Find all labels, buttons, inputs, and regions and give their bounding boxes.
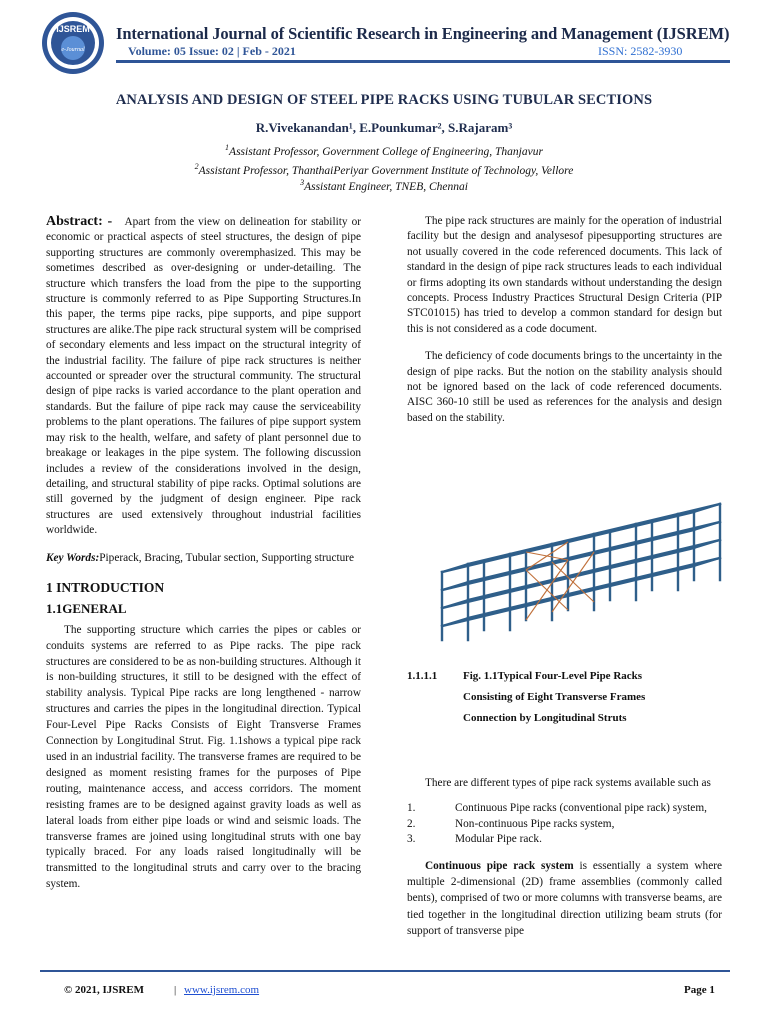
journal-title: International Journal of Scientific Research in Engineering and Management (IJSREM) — [116, 24, 730, 43]
list-item: 1. Continuous Pipe racks (conventional pipe rack) system, — [407, 802, 707, 815]
keywords — [46, 551, 361, 566]
pipe-rack-figure — [438, 490, 728, 650]
section-heading: 1 INTRODUCTION — [46, 579, 165, 595]
footer-copyright: © 2021, IJSREM — [64, 984, 145, 996]
figure-caption — [407, 666, 737, 729]
left-column — [46, 214, 361, 893]
keywords-text: Piperack, Bracing, Tubular section, Supporting structure — [99, 551, 355, 564]
keywords-label: Key Words: — [46, 551, 100, 564]
right-paragraph-3: There are different types of pipe rack systems available such as — [425, 777, 711, 789]
abstract-text: Apart from the view on delineation for stability or economic or practical aspects of steel structures, the design of pipe supporting structures are commonly overemphasized. This may be sometimes described as over-designing or under-detailing. The structure which transfers the load from the pipe to the supporting structure is commonly referred to as Pipe Supporting Structures.In this paper, the terms pipe racks, pipe supports, and pipe support structures are alike.The pipe rack structural system will be comprised of secondary elements and less impact on the structural integrity of the industrial facility. The failure of pipe rack structures is neither accounted or spreader over the structural community. The structural design of pipe racks is varied accordance to the plant operation and standards. But the failure of pipe rack may cause the serviceability problems to the plant operations. The failures of pipe support system may risk to the health, welfare, and safety of plant personnel due to breakage or leakages in the pipe system. The following discussion includes a review of the considerations involved in the design, detailing, and structural stability of pipe racks. Optimal solutions are still governed by the judgment of design engineer. Pipe rack structures are used extensively throughout industrial facilities worldwide. — [46, 216, 361, 537]
figure-caption-line-1: Fig. 1.1Typical Four-Level Pipe Racks — [463, 670, 643, 682]
right-paragraph-4: Continuous pipe rack system is essentially a system where multiple 2-dimensional (2D) frame assemblies (commonly called bents), comprised of two or more columns with transverse beams, are tied together in the longitudinal direction utilizing beam struts (for support of transverse pipe — [407, 859, 722, 937]
figure-caption-line-2: Consisting of Eight Transverse Frames — [463, 691, 646, 703]
right-paragraph-2: The deficiency of code documents brings to the uncertainty in the design of pipe racks. But the notion on the stability analysis should not be ignored based on the lack of code referenced documents. AISC 360-10 still be used as references for the analysis and design based on the stability. — [407, 350, 722, 424]
continuous-rack-term: Continuous pipe rack system — [425, 859, 574, 872]
journal-logo — [40, 10, 106, 76]
figure-number: 1.1.1.1 — [407, 670, 438, 682]
intro-paragraph: The supporting structure which carries the pipes or cables or conduits systems are referred to as Pipe racks. The pipe rack structures are considered to be as non-building structures. Although it is non-building structures, it still to be designed with the effect of stability analysis. Typical Pipe racks are long lengthened - narrow structures and carries the pipes in the longitudinal direction. Typical Four-Level Pipe Racks Consists of Eight Transverse Frames Connection by Longitudinal Strut. Fig. 1.1shows a typical pipe rack used in an industrial facility. The transverse frames are required to be designed as moment resisting frames for the purposes of Pipe routing, maintenance access, and access corridors. The moment resisting frames are to be designed against gravity loads as well as lateral loads from either pipe loads or wind and seismic loads. The transverse frames are joined using longitudinal struts with one bay typically braced. For any loads raised longitudinally will be transmitted to the longitudinal struts and carry over to the bracing system. — [46, 623, 361, 891]
affiliation-3: $^3$Assistant Engineer, TNEB, Chennai — [300, 178, 468, 193]
footer-rule — [40, 970, 730, 972]
abstract — [46, 214, 361, 539]
right-column-lower — [407, 776, 722, 939]
affiliation-1: $^1$Assistant Professor, Government College of Engineering, Thanjavur — [225, 143, 543, 158]
paper-title: ANALYSIS AND DESIGN OF STEEL PIPE RACKS USING TUBULAR SECTIONS — [115, 92, 653, 108]
right-column — [407, 214, 722, 426]
subsection-heading: 1.1GENERAL — [46, 601, 127, 617]
footer-website-link[interactable]: www.ijsrem.com — [184, 984, 260, 996]
right-paragraph-1: The pipe rack structures are mainly for the operation of industrial facility but the design and analysesof pipesupporting structures are not usually covered in the code referenced documents. This lack of standard in the design of pipe rack structures leads to each individual or firms adopting its own standards without understanding the design concepts. Process Industry Practices Structural Design Criteria (PIP STC01015) has tried to develop a common standard for design but this is not considered as a code document. — [407, 215, 722, 335]
page-number: Page 1 — [684, 984, 715, 996]
list-item: 2. Non-continuous Pipe racks system, — [407, 817, 615, 830]
figure-caption-line-3: Connection by Longitudinal Struts — [463, 712, 627, 724]
logo-subtext: e-Journal — [61, 47, 85, 53]
authors: R.Vivekanandan¹, E.Pounkumar², S.Rajaram³ — [255, 120, 513, 135]
list-item: 3. Modular Pipe rack. — [407, 833, 542, 846]
issn: ISSN: 2582-3930 — [598, 44, 683, 58]
footer-separator: | — [174, 984, 177, 996]
abstract-label: Abstract: - — [46, 214, 113, 229]
logo-text: IJSREM — [56, 24, 90, 34]
volume-issue: Volume: 05 Issue: 02 | Feb - 2021 — [128, 44, 296, 58]
rack-types-list — [407, 801, 722, 847]
affiliation-2: $^2$Assistant Professor, ThanthaiPeriyar Government Institute of Technology, Vellore — [194, 162, 574, 177]
header-rule — [116, 60, 730, 63]
